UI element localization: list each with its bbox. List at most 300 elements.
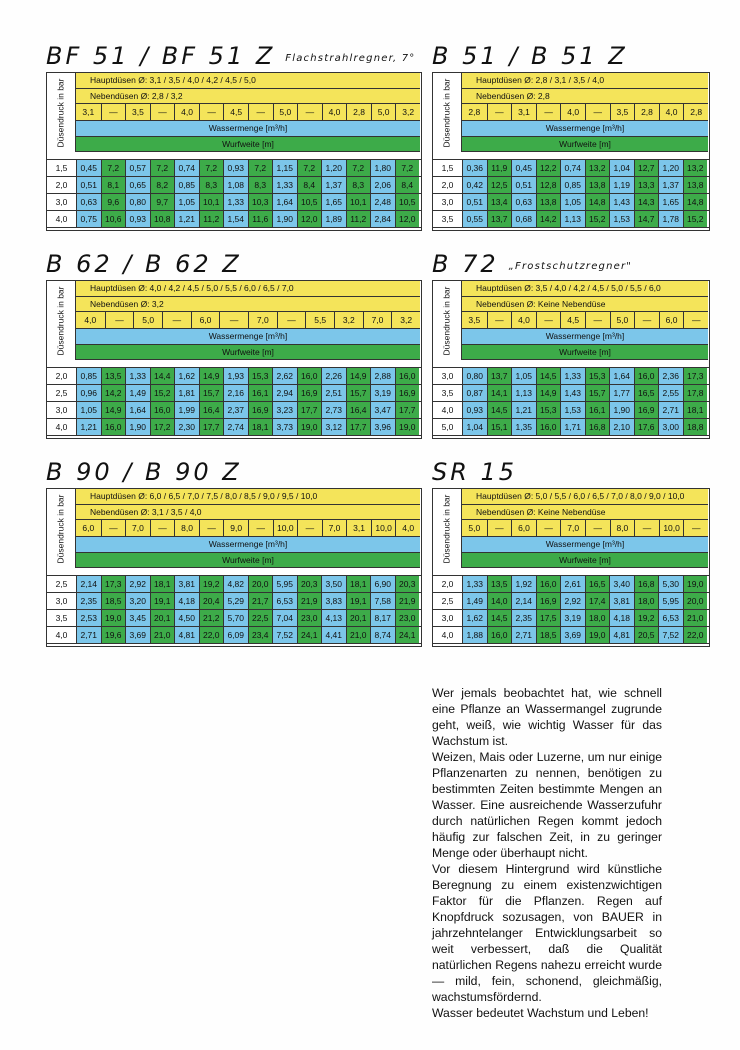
- throw-range-label: Wurfweite [m]: [222, 555, 274, 565]
- throw-range-cell: 20,1: [346, 610, 371, 626]
- data-row: [47, 211, 421, 228]
- table-title: [432, 250, 632, 281]
- flow-rate-cell: 5,95: [272, 576, 297, 592]
- throw-range-cell: 20,3: [395, 576, 420, 592]
- flow-rate-cell: 1,33: [560, 368, 585, 384]
- pressure-cell: 4,0: [47, 419, 76, 435]
- throw-range-cell: 15,1: [487, 419, 512, 435]
- throw-range-cell: 9,7: [150, 194, 175, 210]
- flow-rate-label: Wassermenge [m³/h]: [545, 331, 625, 341]
- flow-rate-cell: 1,99: [174, 402, 199, 418]
- flow-rate-cell: 0,93: [462, 402, 487, 418]
- flow-rate-cell: 1,92: [511, 576, 536, 592]
- throw-range-cell: 24,1: [395, 627, 420, 643]
- nozzle-combo-cell: 6,0: [511, 520, 536, 537]
- flow-rate-cell: 0,55: [462, 211, 487, 227]
- throw-range-cell: 18,1: [346, 576, 371, 592]
- throw-range-row: [462, 137, 708, 152]
- spec-table: [432, 72, 710, 231]
- title-text: B 51 / B 51 Z: [432, 42, 628, 70]
- throw-range-cell: 11,6: [248, 211, 273, 227]
- throw-range-cell: 7,2: [395, 160, 420, 176]
- nozzle-combo-cell: 10,0: [273, 520, 298, 537]
- data-row: [433, 211, 709, 228]
- flow-rate-cell: 2,84: [370, 211, 395, 227]
- throw-range-cell: 14,0: [487, 593, 512, 609]
- data-row: [47, 368, 421, 385]
- table-title: [432, 458, 517, 486]
- nozzle-combo-cell: —: [683, 520, 708, 537]
- flow-rate-cell: 2,92: [560, 593, 585, 609]
- flow-rate-cell: 7,52: [658, 627, 683, 643]
- nozzle-combo-cell: 6,0: [191, 312, 220, 329]
- flow-rate-cell: 0,85: [174, 177, 199, 193]
- nozzle-combo-cell: 3,5: [125, 104, 150, 121]
- nozzle-combo-cell: 2,8: [468, 107, 481, 117]
- flow-rate-cell: 1,04: [609, 160, 634, 176]
- secondary-nozzle-row: [76, 89, 420, 104]
- throw-range-cell: 19,2: [634, 610, 659, 626]
- throw-range-cell: 19,0: [101, 610, 126, 626]
- throw-range-cell: 24,1: [297, 627, 322, 643]
- throw-range-cell: 13,2: [683, 160, 708, 176]
- pressure-axis-text: Düsendruck in bar: [441, 494, 452, 563]
- paragraph: Vor diesem Hintergrund wird künstliche Beregnung zu einem existenzwichtigen Faktor für die Pflanzen. Regen auf Knopfdruck sozusagen, von BAUER in jahrzehntelanger Entwicklungsarbeit so weit verbessert, daß die Qualität natürlichen Regens nahezu erreicht wurde — mild, fein, schonend, gleichmäßig, wachstumsfördernd.: [432, 862, 662, 1004]
- flow-rate-cell: 1,35: [511, 419, 536, 435]
- throw-range-cell: 10,1: [346, 194, 371, 210]
- pressure-cell: 3,0: [433, 368, 462, 384]
- nozzle-combo-cell: 6,0: [82, 523, 95, 533]
- throw-range-cell: 16,0: [101, 419, 126, 435]
- throw-range-cell: 12,2: [536, 160, 561, 176]
- throw-range-cell: 16,0: [536, 576, 561, 592]
- throw-range-cell: 18,5: [101, 593, 126, 609]
- flow-rate-cell: 3,83: [321, 593, 346, 609]
- throw-range-cell: 18,5: [536, 627, 561, 643]
- nozzle-combo-cell: —: [248, 104, 273, 121]
- throw-range-cell: 10,1: [199, 194, 224, 210]
- throw-range-cell: 14,8: [585, 194, 610, 210]
- flow-rate-cell: 1,90: [609, 402, 634, 418]
- throw-range-cell: 17,7: [346, 419, 371, 435]
- flow-rate-cell: 1,04: [462, 419, 487, 435]
- nozzle-combo-cell: —: [487, 520, 512, 537]
- flow-rate-cell: 5,70: [223, 610, 248, 626]
- throw-range-cell: 7,2: [150, 160, 175, 176]
- flow-rate-cell: 1,43: [560, 385, 585, 401]
- nozzle-combo-cell: —: [536, 520, 561, 537]
- throw-range-cell: 14,3: [634, 194, 659, 210]
- nozzle-combo-cell: —: [487, 312, 512, 329]
- throw-range-cell: 15,2: [585, 211, 610, 227]
- throw-range-cell: 18,8: [683, 419, 708, 435]
- table-gap: [47, 152, 421, 160]
- main-nozzle-row: [76, 281, 420, 297]
- flow-rate-cell: 0,80: [462, 368, 487, 384]
- throw-range-cell: 14,2: [101, 385, 126, 401]
- nozzle-combo-cell: —: [585, 104, 610, 121]
- flow-rate-cell: 4,81: [174, 627, 199, 643]
- pressure-cell: 3,5: [433, 211, 462, 227]
- paragraph: Wer jemals beobachtet hat, wie schnell eine Pflanze an Wassermangel zugrunde geht, weiß, wie wichtig Wasser für das Wachstum ist.: [432, 686, 662, 748]
- pressure-cell: 4,0: [433, 402, 462, 418]
- nozzle-combo-cell: —: [101, 520, 126, 537]
- nozzle-combo-cell: —: [248, 520, 273, 537]
- flow-rate-label: Wassermenge [m³/h]: [208, 331, 288, 341]
- throw-range-cell: 18,0: [634, 593, 659, 609]
- flow-rate-cell: 1,49: [125, 385, 150, 401]
- table-gap: [47, 360, 421, 368]
- nozzle-combo-row: [76, 520, 420, 537]
- flow-rate-cell: 2,71: [511, 627, 536, 643]
- flow-rate-cell: 3,23: [272, 402, 297, 418]
- flow-rate-cell: 0,87: [462, 385, 487, 401]
- throw-range-cell: 17,6: [634, 419, 659, 435]
- main-nozzle-label: Hauptdüsen Ø: 6,0 / 6,5 / 7,0 / 7,5 / 8,0 / 8,5 / 9,0 / 9,5 / 10,0: [90, 491, 318, 501]
- pressure-cell: 2,0: [433, 576, 462, 592]
- throw-range-cell: 21,7: [248, 593, 273, 609]
- flow-rate-cell: 3,69: [125, 627, 150, 643]
- nozzle-combo-cell: 3,2: [391, 312, 420, 329]
- flow-rate-cell: 1,64: [125, 402, 150, 418]
- pressure-cell: 4,0: [433, 627, 462, 643]
- flow-rate-cell: 2,51: [321, 385, 346, 401]
- flow-rate-cell: 2,48: [370, 194, 395, 210]
- table-title: [46, 250, 242, 278]
- flow-rate-cell: 4,41: [321, 627, 346, 643]
- data-row: [433, 576, 709, 593]
- nozzle-combo-cell: 7,0: [363, 312, 392, 329]
- throw-range-cell: 14,5: [536, 368, 561, 384]
- table-gap: [433, 360, 709, 368]
- throw-range-row: [76, 137, 420, 152]
- nozzle-combo-cell: 2,8: [634, 104, 659, 121]
- flow-rate-cell: 2,14: [511, 593, 536, 609]
- flow-rate-cell: 1,53: [609, 211, 634, 227]
- pressure-axis-text: Düsendruck in bar: [441, 286, 452, 355]
- throw-range-cell: 10,8: [150, 211, 175, 227]
- pressure-axis-label: [47, 281, 76, 360]
- throw-range-cell: 13,7: [487, 368, 512, 384]
- secondary-nozzle-row: [462, 505, 708, 520]
- flow-rate-cell: 0,57: [125, 160, 150, 176]
- flow-rate-cell: 1,33: [462, 576, 487, 592]
- flow-rate-cell: 3,19: [370, 385, 395, 401]
- flow-rate-cell: 0,51: [462, 194, 487, 210]
- nozzle-combo-cell: 8,0: [610, 520, 635, 537]
- pressure-axis-label: [47, 489, 76, 568]
- throw-range-cell: 8,1: [101, 177, 126, 193]
- nozzle-combo-cell: —: [683, 312, 708, 329]
- flow-rate-cell: 2,88: [370, 368, 395, 384]
- throw-range-cell: 14,9: [536, 385, 561, 401]
- pressure-cell: 2,0: [47, 177, 76, 193]
- throw-range-cell: 16,0: [395, 368, 420, 384]
- nozzle-combo-row: [76, 312, 420, 329]
- nozzle-combo-cell: —: [585, 312, 610, 329]
- flow-rate-cell: 0,75: [76, 211, 101, 227]
- flow-rate-cell: 0,80: [125, 194, 150, 210]
- pressure-axis-label: [433, 73, 462, 152]
- main-nozzle-row: [462, 281, 708, 297]
- pressure-cell: 3,0: [47, 402, 76, 418]
- nozzle-combo-cell: —: [634, 312, 659, 329]
- throw-range-cell: 16,0: [487, 627, 512, 643]
- nozzle-combo-cell: —: [150, 104, 175, 121]
- data-row: [47, 593, 421, 610]
- pressure-cell: 1,5: [433, 160, 462, 176]
- flow-rate-cell: 4,18: [174, 593, 199, 609]
- throw-range-cell: 19,1: [150, 593, 175, 609]
- throw-range-cell: 14,5: [487, 610, 512, 626]
- pressure-cell: 5,0: [433, 419, 462, 435]
- flow-rate-cell: 1,88: [462, 627, 487, 643]
- data-row: [47, 419, 421, 436]
- data-row: [47, 576, 421, 593]
- throw-range-cell: 16,1: [585, 402, 610, 418]
- nozzle-combo-cell: 4,0: [511, 312, 536, 329]
- throw-range-cell: 16,8: [634, 576, 659, 592]
- flow-rate-cell: 6,53: [272, 593, 297, 609]
- secondary-nozzle-row: [462, 89, 708, 104]
- flow-rate-cell: 1,05: [560, 194, 585, 210]
- flow-rate-cell: 2,35: [76, 593, 101, 609]
- nozzle-combo-cell: 4,0: [84, 315, 97, 325]
- throw-range-cell: 8,3: [346, 177, 371, 193]
- data-row: [433, 627, 709, 644]
- throw-range-cell: 14,9: [199, 368, 224, 384]
- flow-rate-row: [462, 121, 708, 137]
- throw-range-cell: 16,0: [297, 368, 322, 384]
- main-nozzle-label: Hauptdüsen Ø: 2,8 / 3,1 / 3,5 / 4,0: [476, 75, 605, 85]
- throw-range-cell: 16,1: [248, 385, 273, 401]
- throw-range-cell: 20,4: [199, 593, 224, 609]
- flow-rate-cell: 1,15: [272, 160, 297, 176]
- throw-range-cell: 17,5: [536, 610, 561, 626]
- nozzle-combo-cell: —: [277, 312, 306, 329]
- nozzle-combo-cell: 8,0: [174, 520, 199, 537]
- nozzle-combo-cell: 3,5: [468, 315, 481, 325]
- nozzle-combo-cell: 3,2: [395, 104, 420, 121]
- flow-rate-cell: 1,20: [658, 160, 683, 176]
- throw-range-cell: 21,0: [150, 627, 175, 643]
- flow-rate-cell: 2,71: [658, 402, 683, 418]
- secondary-nozzle-row: [76, 505, 420, 520]
- throw-range-cell: 13,5: [487, 576, 512, 592]
- pressure-cell: 3,0: [47, 194, 76, 210]
- throw-range-cell: 17,7: [395, 402, 420, 418]
- nozzle-combo-cell: —: [199, 104, 224, 121]
- table-title: [46, 42, 416, 73]
- flow-rate-cell: 1,93: [223, 368, 248, 384]
- spec-table: [46, 280, 422, 439]
- throw-range-cell: 13,5: [101, 368, 126, 384]
- flow-rate-cell: 5,30: [658, 576, 683, 592]
- throw-range-cell: 22,5: [248, 610, 273, 626]
- flow-rate-cell: 1,71: [560, 419, 585, 435]
- nozzle-combo-row: [462, 104, 708, 121]
- throw-range-cell: 13,8: [683, 177, 708, 193]
- nozzle-combo-cell: 10,0: [659, 520, 684, 537]
- throw-range-label: Wurfweite [m]: [222, 347, 274, 357]
- flow-rate-cell: 0,42: [462, 177, 487, 193]
- throw-range-cell: 23,4: [248, 627, 273, 643]
- pressure-cell: 3,0: [433, 610, 462, 626]
- table-title: [432, 42, 628, 70]
- throw-range-cell: 15,7: [199, 385, 224, 401]
- throw-range-cell: 20,3: [297, 576, 322, 592]
- pressure-cell: 2,0: [47, 368, 76, 384]
- flow-rate-cell: 0,85: [76, 368, 101, 384]
- main-nozzle-label: Hauptdüsen Ø: 4,0 / 4,2 / 4,5 / 5,0 / 5,5 / 6,0 / 6,5 / 7,0: [90, 283, 294, 293]
- pressure-axis-label: [433, 489, 462, 568]
- title-subtitle: „Frostschutzregner": [508, 261, 633, 272]
- throw-range-cell: 11,2: [346, 211, 371, 227]
- flow-rate-cell: 2,26: [321, 368, 346, 384]
- data-row: [433, 419, 709, 436]
- nozzle-combo-cell: 4,0: [322, 104, 347, 121]
- flow-rate-cell: 4,13: [321, 610, 346, 626]
- throw-range-cell: 14,5: [487, 402, 512, 418]
- flow-rate-cell: 6,09: [223, 627, 248, 643]
- throw-range-cell: 18,1: [150, 576, 175, 592]
- data-row: [433, 160, 709, 177]
- pressure-cell: 2,5: [47, 576, 76, 592]
- throw-range-cell: 14,9: [101, 402, 126, 418]
- flow-rate-row: [462, 537, 708, 553]
- data-row: [47, 385, 421, 402]
- data-row: [47, 610, 421, 627]
- flow-rate-cell: 2,61: [560, 576, 585, 592]
- pressure-cell: 2,0: [433, 177, 462, 193]
- pressure-cell: 1,5: [47, 160, 76, 176]
- nozzle-combo-cell: 5,0: [371, 104, 396, 121]
- throw-range-cell: 14,4: [150, 368, 175, 384]
- throw-range-cell: 12,7: [634, 160, 659, 176]
- flow-rate-label: Wassermenge [m³/h]: [545, 539, 625, 549]
- throw-range-cell: 16,9: [297, 385, 322, 401]
- throw-range-cell: 17,3: [101, 576, 126, 592]
- throw-range-cell: 8,3: [199, 177, 224, 193]
- throw-range-row: [76, 553, 420, 568]
- flow-rate-cell: 0,63: [511, 194, 536, 210]
- nozzle-combo-row: [462, 520, 708, 537]
- throw-range-cell: 16,9: [536, 593, 561, 609]
- pressure-axis-label: [433, 281, 462, 360]
- throw-range-cell: 16,0: [634, 368, 659, 384]
- pressure-cell: 4,0: [47, 211, 76, 227]
- flow-rate-cell: 8,17: [370, 610, 395, 626]
- secondary-nozzle-row: [462, 297, 708, 312]
- throw-range-cell: 16,5: [585, 576, 610, 592]
- pressure-cell: 3,5: [433, 385, 462, 401]
- throw-range-cell: 15,3: [536, 402, 561, 418]
- throw-range-cell: 19,0: [297, 419, 322, 435]
- throw-range-row: [462, 553, 708, 568]
- throw-range-cell: 15,3: [585, 368, 610, 384]
- flow-rate-cell: 3,50: [321, 576, 346, 592]
- flow-rate-cell: 2,30: [174, 419, 199, 435]
- throw-range-cell: 21,9: [297, 593, 322, 609]
- nozzle-combo-cell: —: [487, 104, 512, 121]
- throw-range-cell: 15,2: [150, 385, 175, 401]
- throw-range-label: Wurfweite [m]: [559, 347, 611, 357]
- secondary-nozzle-label: Nebendüsen Ø: 3,1 / 3,5 / 4,0: [90, 507, 202, 517]
- pressure-axis-text: Düsendruck in bar: [55, 494, 66, 563]
- throw-range-cell: 21,9: [395, 593, 420, 609]
- flow-rate-cell: 0,45: [511, 160, 536, 176]
- flow-rate-cell: 1,21: [76, 419, 101, 435]
- flow-rate-cell: 1,13: [560, 211, 585, 227]
- flow-rate-cell: 1,65: [658, 194, 683, 210]
- flow-rate-cell: 1,37: [658, 177, 683, 193]
- flow-rate-cell: 1,21: [511, 402, 536, 418]
- throw-range-cell: 15,7: [346, 385, 371, 401]
- nozzle-combo-cell: 3,1: [511, 104, 536, 121]
- throw-range-cell: 19,0: [585, 627, 610, 643]
- throw-range-cell: 13,2: [585, 160, 610, 176]
- throw-range-cell: 17,2: [150, 419, 175, 435]
- nozzle-combo-cell: —: [162, 312, 191, 329]
- flow-rate-cell: 4,50: [174, 610, 199, 626]
- nozzle-combo-cell: —: [101, 104, 126, 121]
- throw-range-cell: 20,1: [150, 610, 175, 626]
- throw-range-cell: 20,0: [248, 576, 273, 592]
- throw-range-cell: 16,8: [585, 419, 610, 435]
- body-text: [432, 685, 662, 1021]
- data-row: [433, 385, 709, 402]
- flow-rate-cell: 2,06: [370, 177, 395, 193]
- data-row: [433, 368, 709, 385]
- flow-rate-cell: 0,68: [511, 211, 536, 227]
- throw-range-cell: 7,2: [346, 160, 371, 176]
- throw-range-cell: 23,0: [395, 610, 420, 626]
- nozzle-combo-cell: 2,8: [346, 104, 371, 121]
- flow-rate-cell: 1,77: [609, 385, 634, 401]
- nozzle-combo-cell: 4,5: [560, 312, 585, 329]
- flow-rate-cell: 0,96: [76, 385, 101, 401]
- flow-rate-cell: 1,05: [511, 368, 536, 384]
- throw-range-cell: 14,9: [346, 368, 371, 384]
- secondary-nozzle-label: Nebendüsen Ø: Keine Nebendüse: [476, 507, 606, 517]
- throw-range-cell: 17,3: [683, 368, 708, 384]
- pressure-cell: 3,5: [47, 610, 76, 626]
- flow-rate-cell: 1,64: [609, 368, 634, 384]
- nozzle-combo-cell: —: [219, 312, 248, 329]
- throw-range-cell: 16,4: [199, 402, 224, 418]
- throw-range-cell: 12,8: [536, 177, 561, 193]
- throw-range-cell: 17,7: [199, 419, 224, 435]
- nozzle-combo-cell: 5,0: [468, 523, 481, 533]
- table-gap: [433, 152, 709, 160]
- flow-rate-cell: 0,51: [511, 177, 536, 193]
- throw-range-cell: 16,9: [395, 385, 420, 401]
- flow-rate-cell: 1,64: [272, 194, 297, 210]
- main-nozzle-row: [76, 489, 420, 505]
- flow-rate-cell: 1,49: [462, 593, 487, 609]
- flow-rate-cell: 6,53: [658, 610, 683, 626]
- flow-rate-cell: 3,73: [272, 419, 297, 435]
- flow-rate-cell: 3,47: [370, 402, 395, 418]
- throw-range-cell: 18,1: [248, 419, 273, 435]
- throw-range-cell: 21,0: [346, 627, 371, 643]
- spec-table: [46, 72, 422, 231]
- throw-range-cell: 16,0: [150, 402, 175, 418]
- title-text: BF 51 / BF 51 Z: [46, 42, 276, 70]
- throw-range-cell: 18,1: [683, 402, 708, 418]
- spec-table: [432, 488, 710, 647]
- throw-range-cell: 22,0: [683, 627, 708, 643]
